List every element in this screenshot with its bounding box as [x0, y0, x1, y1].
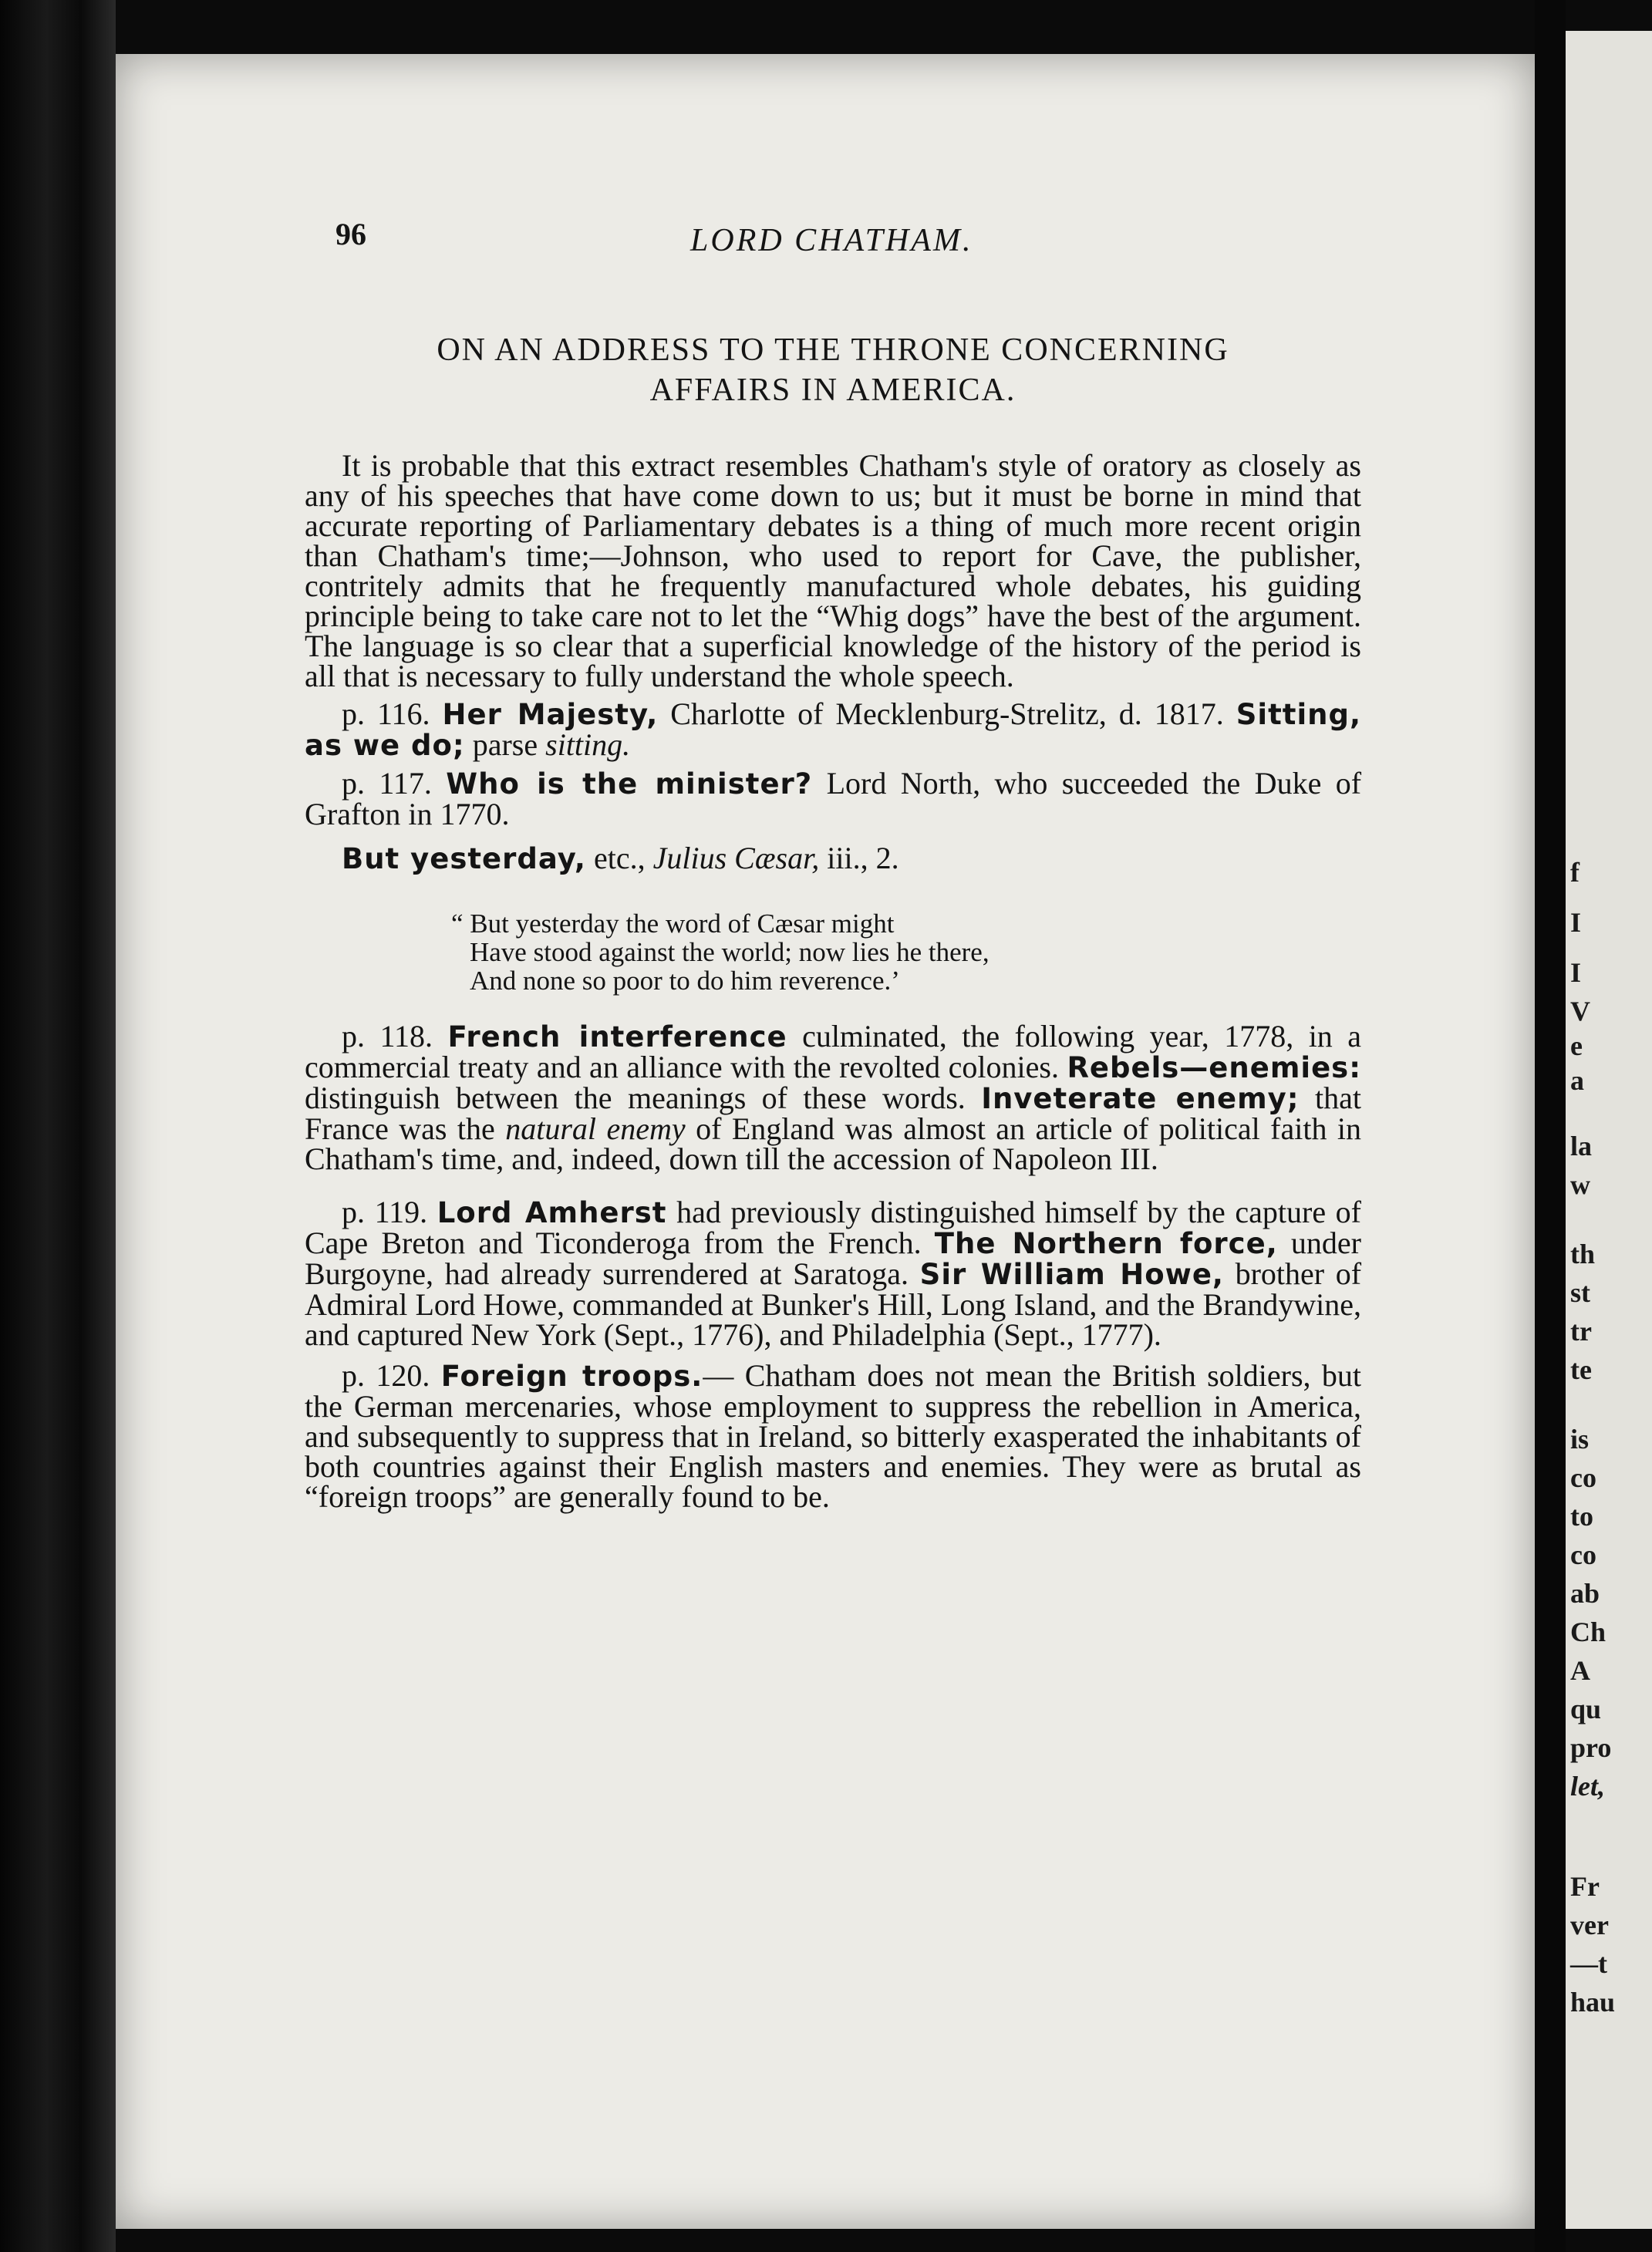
page-ref: p. 120.: [342, 1358, 430, 1393]
facing-text: ab: [1570, 1578, 1600, 1609]
facing-text: pro: [1570, 1732, 1612, 1763]
note-text: under Burgoyne, had already surrendered at Saratoga.: [305, 1225, 1362, 1291]
facing-text: hau: [1570, 1987, 1616, 2018]
facing-text: a: [1570, 1065, 1584, 1096]
note-text: parse: [464, 727, 546, 762]
facing-text: th: [1570, 1239, 1596, 1269]
facing-text: I: [1570, 957, 1582, 988]
facing-text: w: [1570, 1169, 1590, 1200]
page-content: [305, 216, 1361, 1512]
note-p118: [305, 1021, 1361, 1174]
page-number: 96: [335, 217, 366, 251]
facing-text: qu: [1570, 1694, 1602, 1724]
note-term: The Northern force,: [934, 1227, 1278, 1260]
facing-text: Ch: [1570, 1617, 1606, 1647]
page-ref: p. 117.: [342, 766, 432, 801]
note-text: culminated, the following year, 1778, in a commercial treaty and an alliance with the revolted colonies.: [305, 1019, 1362, 1084]
note-text: Lord North, who succeeded the Duke of Grafton in 1770.: [305, 766, 1362, 831]
note-p119: [305, 1197, 1361, 1350]
facing-text: tr: [1570, 1316, 1592, 1347]
note-text: had previously distinguished himself by the capture of Cape Breton and Ticonderoga from the French.: [305, 1195, 1362, 1260]
note-term: Her Majesty,: [442, 698, 659, 731]
title-line: AFFAIRS IN AMERICA.: [649, 373, 1016, 408]
facing-page-fragment: [1566, 31, 1652, 2229]
note-emphasis: sitting.: [545, 727, 631, 762]
note-term: But yesterday,: [342, 842, 586, 875]
note-text: brother of Admiral Lord Howe, commanded at Bunker's Hill, Long Island, and the Brandywine, and captured New York (Sept., 1776), and Philadelphia (Sept., 1777).: [305, 1256, 1362, 1352]
note-p120: [305, 1360, 1361, 1512]
running-head: LORD CHATHAM.: [690, 223, 973, 258]
note-term: Lord Amherst: [437, 1196, 667, 1229]
note-emphasis: natural enemy: [505, 1111, 686, 1146]
page-edge: [1535, 0, 1566, 2252]
facing-text: co: [1570, 1539, 1596, 1570]
quote-line: “ But yesterday the word of Cæsar might: [451, 909, 895, 939]
note-but-yesterday: [305, 843, 1361, 874]
note-term: French interference: [447, 1020, 787, 1054]
note-term: Foreign troops.: [440, 1360, 703, 1393]
facing-text: I: [1570, 907, 1582, 938]
note-text: distinguish between the meanings of these words.: [305, 1080, 982, 1115]
facing-text: te: [1570, 1354, 1592, 1385]
quotation-block: [451, 909, 1361, 995]
page-ref: p. 119.: [342, 1195, 428, 1229]
facing-text: is: [1570, 1424, 1590, 1455]
intro-paragraph: It is probable that this extract resembles Chatham's style of oratory as closely as any of his speeches that have come down to us; but it must be borne in mind that accurate reporting of Parliamentary debates is a thing of much more recent origin than Chatham's time;—Johnson, who used to report for Cave, the publisher, contritely admits that he frequently manufactured whole debates, his guiding principle being to take care not to let the “Whig dogs” have the best of the argument. The language is so clear that a superficial knowledge of the history of the period is all that is necessary to fully understand the whole speech.: [305, 448, 1361, 693]
title-line: ON AN ADDRESS TO THE THRONE CONCERNING: [437, 332, 1229, 368]
page-header: [305, 216, 1361, 270]
facing-text: to: [1570, 1501, 1593, 1532]
facing-text: let,: [1570, 1771, 1605, 1802]
note-text: — Chatham does not mean the British soldiers, but the German mercenaries, whose employment to suppress the rebellion in America, and subsequently to suppress that in Ireland, so bitterly exasperated the inhabitants of both countries against their English masters and enemies. They were as brutal as “foreign troops” are generally found to be.: [305, 1358, 1361, 1514]
quote-line: Have stood against the world; now lies he there,: [470, 937, 990, 967]
facing-text: st: [1570, 1277, 1590, 1308]
facing-text: f: [1570, 857, 1580, 888]
note-term: Sir William Howe,: [919, 1258, 1224, 1291]
page-ref: p. 116.: [342, 696, 430, 731]
note-term: Who is the minister?: [446, 767, 813, 801]
note-term: Rebels—enemies:: [1067, 1051, 1361, 1084]
facing-text: e: [1570, 1030, 1583, 1061]
note-text: of England was almost an article of political faith in Chatham's time, and, indeed, down till the accession of Napoleon III.: [305, 1111, 1361, 1176]
section-title: [305, 330, 1361, 410]
note-p116: [305, 696, 1362, 762]
facing-text: A: [1570, 1655, 1590, 1686]
facing-text: co: [1570, 1462, 1596, 1493]
page-ref: p. 118.: [342, 1019, 433, 1054]
facing-text: Fr: [1570, 1871, 1600, 1902]
facing-text: ver: [1570, 1910, 1609, 1940]
note-text: etc.,: [586, 841, 653, 875]
note-term: Inveterate enemy;: [981, 1082, 1300, 1115]
note-emphasis: Julius Cæsar,: [652, 841, 820, 875]
note-text: that France was the: [305, 1080, 1362, 1146]
note-text: iii., 2.: [819, 841, 899, 875]
note-term: Sitting, as we do;: [305, 698, 1362, 762]
facing-text: V: [1570, 996, 1590, 1027]
book-gutter: [0, 0, 116, 2252]
quote-line: And none so poor to do him reverence.’: [470, 966, 900, 996]
facing-text: la: [1570, 1131, 1593, 1161]
note-p117: [305, 768, 1361, 829]
facing-text: —t: [1570, 1948, 1607, 1979]
note-text: Charlotte of Mecklenburg-Strelitz, d. 1817.: [658, 696, 1236, 731]
